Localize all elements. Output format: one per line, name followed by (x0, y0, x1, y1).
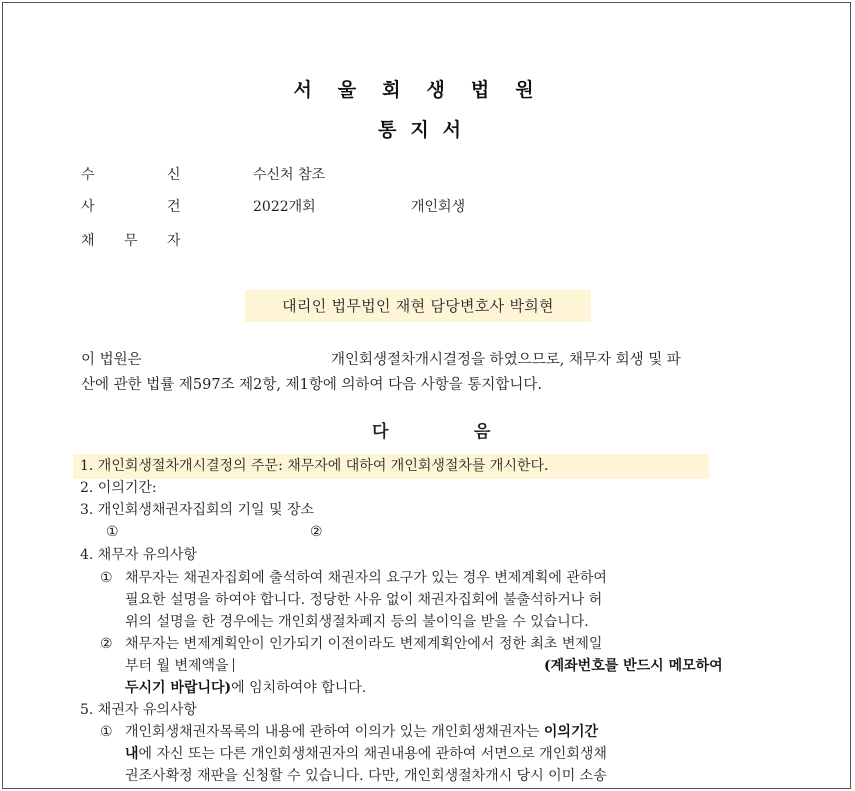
item-5: 5. 채권자 유의사항 (80, 702, 197, 718)
item-5-1-line-2b: 에 자신 또는 다른 개인회생채권자의 채권내용에 관하여 서면으로 개인회생채 (138, 746, 607, 762)
item-3-sub-1: ① (106, 524, 119, 540)
item-4-1-mark: ① (100, 570, 113, 586)
intro-line-1b: 개인회생절차개시결정을 하였으므로, 채무자 회생 및 파 (331, 352, 681, 368)
intro-line-2: 산에 관한 법률 제597조 제2항, 제1항에 의하여 다음 사항을 통지합니다. (81, 377, 543, 393)
item-4-1-line-1: 채무자는 채권자집회에 출석하여 채권자의 요구가 있는 경우 변제계획에 관하여 (125, 570, 607, 586)
item-4-2-line-1: 채무자는 변제계획안이 인가되기 이전이라도 변제계획안에서 정한 최초 변제일 (125, 636, 603, 652)
item-4-2-line-3a: 두시기 바랍니다) (125, 680, 232, 696)
item-4-1-line-2: 필요한 설명을 하여야 합니다. 정당한 사유 없이 채권자집회에 불출석하거나 허 (125, 592, 603, 608)
intro-line-1 (81, 348, 681, 369)
item-4-2-line-2a: 부터 월 변제액을 (125, 658, 229, 674)
document-title: 통지서 (377, 119, 476, 141)
item-4: 4. 채무자 유의사항 (80, 547, 197, 563)
item-5-1-line-2a: 내 (125, 746, 139, 762)
item-4-2-mark: ② (100, 636, 113, 652)
item-4-2-line-3 (125, 677, 366, 699)
case-label-2: 건 (167, 199, 181, 215)
case-label-1: 사 (81, 199, 95, 215)
case-number: 2022개회 (253, 199, 316, 215)
case-type: 개인회생 (411, 199, 466, 215)
heading-left: 다 (372, 422, 389, 442)
item-5-1-mark: ① (100, 724, 113, 740)
debtor-label-3: 자 (167, 233, 181, 249)
item-4-2-line-2b: (계좌번호를 반드시 메모하여 (544, 658, 723, 674)
heading-right: 음 (474, 422, 491, 442)
recipient-value: 수신처 참조 (253, 167, 326, 183)
item-1: 1. 개인회생절차개시결정의 주문: 채무자에 대하여 개인회생절차를 개시한다. (73, 454, 709, 479)
item-4-2-line-3b: 에 임치하여야 합니다. (231, 680, 367, 696)
item-4-1-line-3: 위의 설명을 한 경우에는 개인회생절차폐지 등의 불이익을 받을 수 있습니다. (125, 614, 589, 630)
notice-document (2, 2, 851, 789)
intro-line-1a: 이 법원은 (81, 352, 142, 368)
debtor-label-2: 무 (124, 233, 138, 249)
item-5-1-line-3: 권조사확정 재판을 신청할 수 있습니다. 다만, 개인회생절차개시 당시 이미 소송 (125, 768, 607, 784)
item-2: 2. 이의기간: (80, 480, 157, 496)
text-cursor (233, 658, 234, 672)
item-3: 3. 개인회생채권자집회의 기일 및 장소 (80, 502, 315, 518)
court-name: 서울회생법원 (293, 79, 560, 101)
item-5-1-line-2 (125, 743, 607, 765)
item-5-1-line-1a: 개인회생채권자목록의 내용에 관하여 이의가 있는 개인회생채권자는 (125, 724, 540, 740)
item-5-1-line-1b: 이의기간 (543, 724, 599, 740)
recipient-label-1: 수 (81, 167, 95, 183)
item-5-1-line-1 (125, 721, 598, 743)
recipient-label-2: 신 (167, 167, 181, 183)
legal-agent-box: 대리인 법무법인 재현 담당변호사 박희현 (245, 290, 591, 322)
item-3-sub-2: ② (310, 524, 323, 540)
debtor-label-1: 채 (81, 233, 95, 249)
item-4-2-line-2 (125, 655, 234, 677)
